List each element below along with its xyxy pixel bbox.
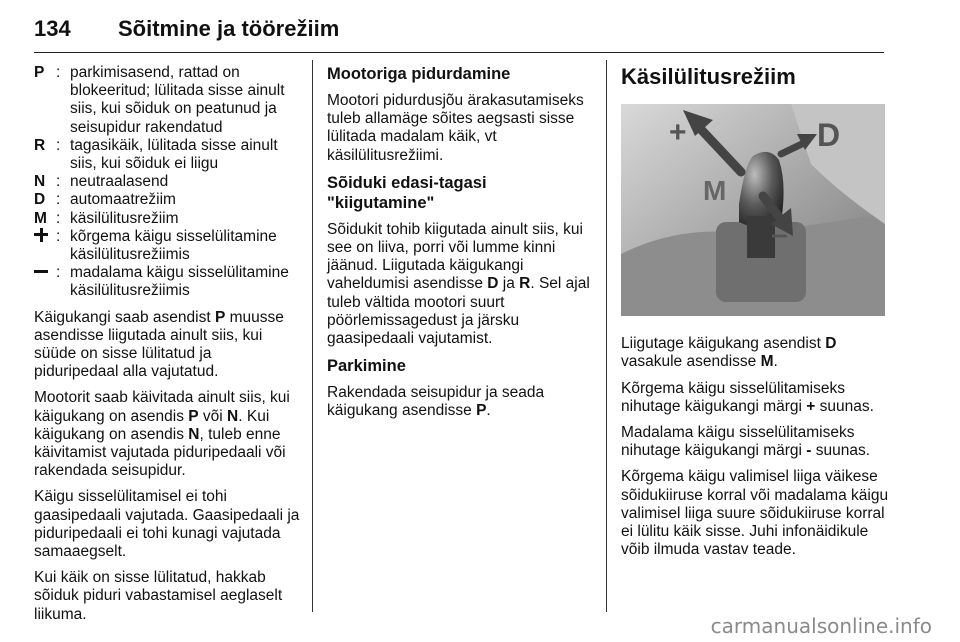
paragraph: Käigukangi saab asendist P muusse asendisse liigutada ainult siis, kui süüde on sisse lülitatud ja piduripedaal alla vajutatud. [34,308,284,381]
definition-item: D : automaatrežiim [34,191,300,209]
gear-key: R [34,136,46,154]
watermark: carmanualsonline.info [710,614,932,638]
definition-item: P : parkimisasend, rattad on blokeeritud; lülitada sisse ainult siis, kui sõiduk on peatunud ja seisupidur rakendatud [34,64,300,137]
gear-key: M [34,209,47,227]
column-right [621,64,889,567]
column-left [34,64,300,632]
column-middle [327,64,597,429]
page-header [34,14,884,53]
page-number: 134 [34,16,71,41]
paragraph: Liigutage käigukang asendist D vasakule asendisse M. [621,335,837,371]
paragraph: Kõrgema käigu valimisel liiga väikese sõidukiiruse korral või madalama käigu valimisel liiga suure sõidukiiruse korral ei lülitu käik sisse. Juhi infonäidikule võib ilmuda vastav teade. [621,468,889,559]
gear-key: D [34,191,46,209]
definition-text: tagasikäik, lülitada sisse ainult siis, kui sõiduk ei liigu [70,136,278,173]
definition-text: käsilülitusrežiim [70,209,179,227]
definition-text: madalama käigu sisselülitamine käsilülitusrežiimis [70,264,289,300]
section-heading: Sõiduki edasi-tagasi "kiigutamine" [327,173,487,212]
definition-item: R : tagasikäik, lülitada sisse ainult siis, kui sõiduk ei liigu [34,137,300,173]
photo-label-m: M [703,175,727,206]
gear-lever-photo [621,104,885,316]
definition-item: : madalama käigu sisselülitamine käsilülitusrežiimis [34,264,300,300]
minus-icon [34,264,48,278]
paragraph: Käigu sisselülitamisel ei tohi gaasipedaali vajutada. Gaasipedaali ja piduripedaali ei tohi kunagi vajutada samaaegselt. [34,488,300,561]
photo-label-d: D [817,117,841,153]
plus-icon [34,228,48,242]
paragraph: Mootorit saab käivitada ainult siis, kui käigukang on asendis P või N. Kui käigukang on asendis N, tuleb enne käivitamist vajutada piduripedaali või rakendada seisupidur. [34,389,290,480]
paragraph: Rakendada seisupidur ja seada käigukang asendisse P. [327,384,545,420]
section-title: Käsilülitusrežiim [621,64,796,89]
paragraph: Mootori pidurdusjõu ärakasutamiseks tuleb allamäge sõites aegsasti sisse lülitada madalam käik, vt käsilülitusrežiimi. [327,92,584,164]
definition-text: neutraalasend [70,173,169,191]
definition-item: N : neutraalasend [34,173,300,191]
page-title: Sõitmine ja töörežiim [118,16,340,41]
definition-item: : kõrgema käigu sisselülitamine käsilülitusrežiimis [34,228,300,264]
gear-position-list [34,64,300,301]
section-heading: Mootoriga pidurdamine [327,65,511,83]
definition-text: kõrgema käigu sisselülitamine käsilülitusrežiimis [70,227,277,264]
definition-text: parkimisasend, rattad on blokeeritud; lülitada sisse ainult siis, kui sõiduk on peatunud ja seisupidur rakendatud [70,64,285,136]
paragraph: Madalama käigu sisselülitamiseks nihutage käigukangi märgi - suunas. [621,424,871,460]
paragraph: Kõrgema käigu sisselülitamiseks nihutage käigukangi märgi + suunas. [621,379,874,415]
photo-label-plus: + [669,116,687,149]
photo-label-minus: – [771,218,788,251]
gear-key: N [34,173,46,191]
paragraph: Sõidukit tohib kiigutada ainult siis, kui see on liiva, porri või lumme kinni jäänud. Liigutada käigukangi vaheldumisi asendisse D ja R. Sel ajal tuleb vältida mootori suurt pöörlemissagedust ja järsku gaasipedaali vajutamist. [327,220,590,348]
paragraph: Kui käik on sisse lülitatud, hakkab sõiduk piduri vabastamisel aeglaselt liikuma. [34,569,283,623]
column-divider [312,60,313,612]
definition-text: automaatrežiim [70,191,176,209]
column-divider [606,60,607,612]
gear-key: P [34,64,45,81]
definition-item: M : käsilülitusrežiim [34,210,300,228]
section-heading: Parkimine [327,357,406,376]
